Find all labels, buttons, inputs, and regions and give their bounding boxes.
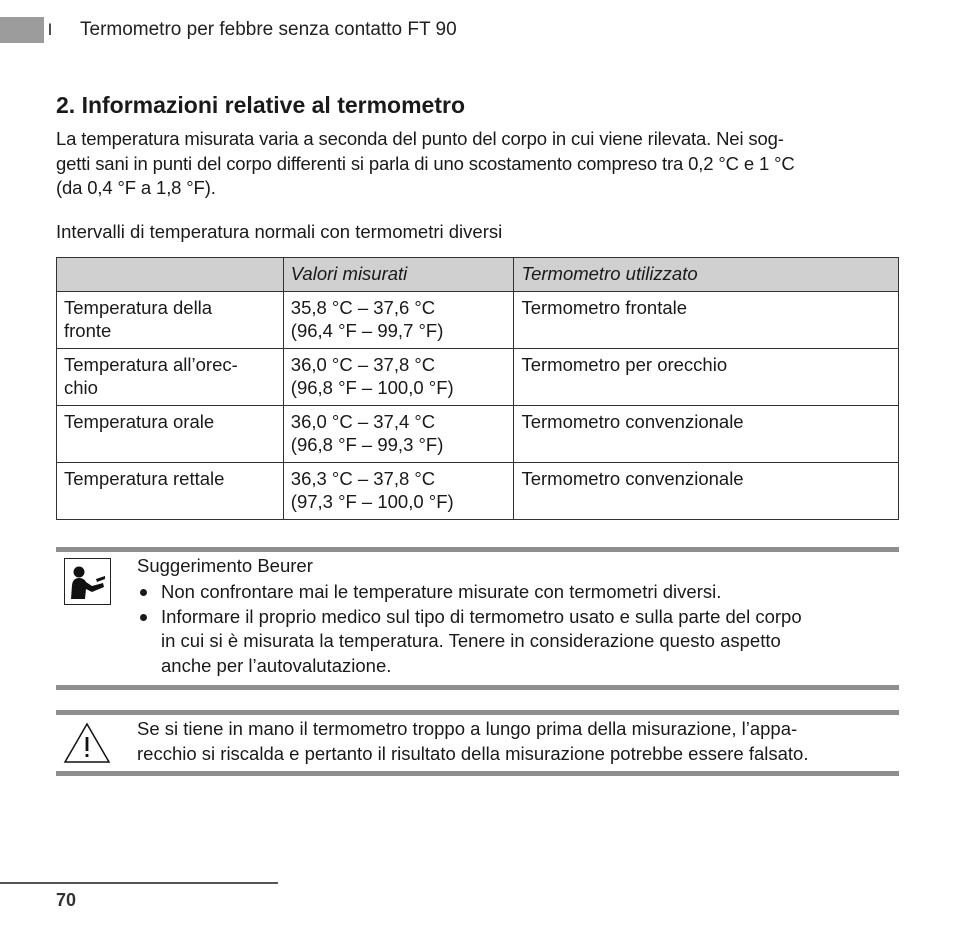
page-number: 70 bbox=[56, 890, 77, 910]
list-item bbox=[137, 605, 899, 679]
intro-line: getti sani in punti del corpo differenti si parla di uno scostamento compreso tra 0,2 °C e 1 °C bbox=[56, 152, 795, 174]
cell-values bbox=[283, 349, 514, 406]
header-cell-thermometer: Termometro utilizzato bbox=[514, 258, 899, 292]
bullet-line: Non confrontare mai le temperature misurate con termometri diversi. bbox=[161, 581, 722, 602]
table-caption: Intervalli di temperatura normali con termometri diversi bbox=[56, 221, 503, 242]
header-cell-values: Valori misurati bbox=[283, 258, 514, 292]
tip-top-rule bbox=[56, 547, 899, 552]
warning-top-rule bbox=[56, 710, 899, 715]
cell-line: Temperatura rettale bbox=[64, 468, 225, 489]
warning-text bbox=[137, 717, 899, 766]
bullet-line: Informare il proprio medico sul tipo di termometro usato e sulla parte del corpo bbox=[161, 605, 802, 627]
intro-paragraph bbox=[56, 127, 904, 201]
table-header-row bbox=[57, 258, 899, 292]
warning-triangle-icon bbox=[62, 721, 112, 765]
cell-line: Temperatura orale bbox=[64, 411, 215, 432]
cell-thermometer: Termometro convenzionale bbox=[514, 406, 899, 463]
tip-title: Suggerimento Beurer bbox=[137, 555, 313, 576]
warning-bottom-rule bbox=[56, 771, 899, 776]
list-item bbox=[137, 580, 899, 605]
cell-values bbox=[283, 406, 514, 463]
running-header-title: Termometro per febbre senza contatto FT 90 bbox=[80, 19, 457, 40]
tip-bottom-rule bbox=[56, 685, 899, 690]
cell-values bbox=[283, 292, 514, 349]
cell-line: fronte bbox=[64, 320, 112, 341]
cell-line: (96,8 °F – 99,3 °F) bbox=[290, 434, 444, 455]
intro-line: La temperatura misurata varia a seconda del punto del corpo in cui viene rilevata. Nei sog- bbox=[56, 128, 784, 149]
table-row bbox=[57, 349, 899, 406]
table-row bbox=[57, 292, 899, 349]
cell-thermometer: Termometro frontale bbox=[514, 292, 899, 349]
cell-line: (97,3 °F – 100,0 °F) bbox=[290, 491, 454, 512]
section-title: 2. Informazioni relative al termometro bbox=[56, 92, 466, 118]
person-pointing-icon bbox=[64, 558, 111, 605]
bullet-line: anche per l’autovalutazione. bbox=[161, 654, 392, 676]
footer-rule bbox=[0, 882, 278, 884]
table-row bbox=[57, 463, 899, 520]
header-cell-site bbox=[57, 258, 284, 292]
cell-line: (96,8 °F – 100,0 °F) bbox=[290, 377, 454, 398]
warning-line: recchio si riscalda e pertanto il risultato della misurazione potrebbe essere falsato. bbox=[137, 742, 809, 764]
cell-site bbox=[57, 292, 284, 349]
bullet-line: in cui si è misurata la temperatura. Tenere in considerazione questo aspetto bbox=[161, 630, 781, 651]
warning-line: Se si tiene in mano il termometro troppo a lungo prima della misurazione, l’appa- bbox=[137, 718, 798, 739]
intro-line: (da 0,4 °F a 1,8 °F). bbox=[56, 177, 216, 198]
cell-site bbox=[57, 406, 284, 463]
tip-bullet-list bbox=[137, 580, 899, 678]
cell-line: (96,4 °F – 99,7 °F) bbox=[290, 320, 444, 341]
table-row bbox=[57, 406, 899, 463]
temperature-ranges-table bbox=[56, 257, 899, 520]
cell-line: 36,0 °C – 37,8 °C bbox=[290, 354, 436, 375]
cell-values bbox=[283, 463, 514, 520]
cell-line: 35,8 °C – 37,6 °C bbox=[290, 297, 436, 318]
cell-line: Temperatura all’orec- bbox=[64, 354, 238, 375]
cell-line: chio bbox=[64, 377, 98, 398]
cell-site bbox=[57, 463, 284, 520]
language-code: I bbox=[44, 17, 56, 43]
cell-line: 36,3 °C – 37,8 °C bbox=[290, 468, 436, 489]
cell-thermometer: Termometro per orecchio bbox=[514, 349, 899, 406]
cell-line: 36,0 °C – 37,4 °C bbox=[290, 411, 436, 432]
cell-thermometer: Termometro convenzionale bbox=[514, 463, 899, 520]
cell-site bbox=[57, 349, 284, 406]
cell-line: Temperatura della bbox=[64, 297, 213, 318]
